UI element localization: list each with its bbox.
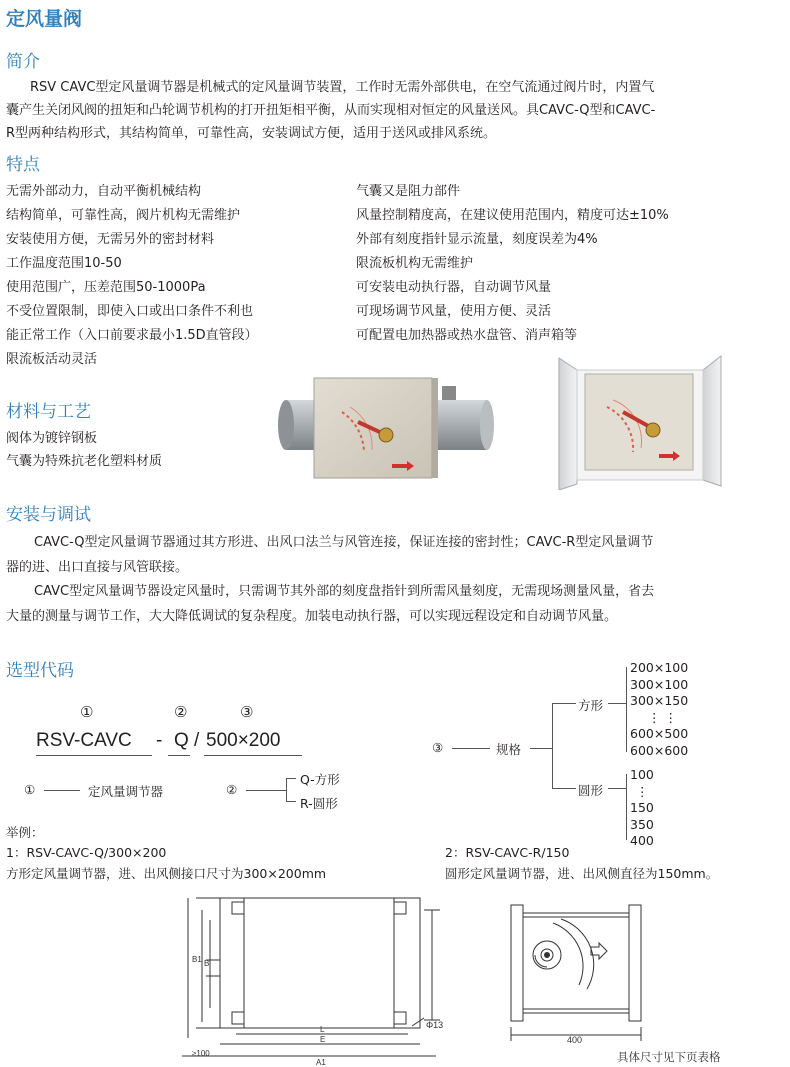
feature-item: 风量控制精度高，在建议使用范围内，精度可达±10%	[356, 208, 669, 223]
install-line: CAVC型定风量调节器设定风量时，只需调节其外部的刻度盘指针到所需风量刻度，无需现场测量风量，省去	[34, 584, 655, 599]
feature-item: 能正常工作（入口前要求最小1.5D直管段）	[6, 328, 258, 343]
legend-1-marker: ①	[24, 782, 36, 797]
spec-branch	[552, 703, 576, 704]
feature-item: 外部有刻度指针显示流量，刻度误差为4%	[356, 232, 598, 247]
code-underline-3	[204, 755, 302, 756]
spec-branch	[626, 774, 627, 840]
page-title: 定风量阀	[6, 8, 83, 30]
feature-item: 不受位置限制，即使入口或出口条件不利也	[6, 304, 254, 319]
install-line: CAVC-Q型定风量调节器通过其方形进、出风口法兰与风管连接，保证连接的密封性；CAVC-R型定风量调节	[34, 535, 654, 550]
product-photo-cavc-q	[555, 352, 725, 490]
feature-item: 无需外部动力，自动平衡机械结构	[6, 184, 202, 199]
install-text	[6, 531, 654, 629]
dim-label-400: 400	[567, 1035, 583, 1043]
intro-line: 囊产生关闭风阀的扭矩和凸轮调节机构的打开扭矩相平衡，从而实现相对恒定的风量送风。具CAVC-Q型和CAVC-	[6, 103, 656, 118]
example-1-desc: 方形定风量调节器，进、出风侧接口尺寸为300×200mm	[6, 866, 327, 881]
code-part-dash: -	[156, 730, 163, 751]
spec-label: 规格	[496, 742, 522, 757]
marker-3: ③	[240, 703, 254, 721]
drawing-square-type	[176, 890, 476, 1066]
spec-line	[452, 748, 490, 749]
spec-size: ⋮	[636, 783, 649, 799]
code-part-series: RSV-CAVC	[36, 730, 132, 751]
code-part-size: 500×200	[206, 730, 281, 751]
dim-label-A1: A1	[316, 1058, 326, 1066]
legend-1-line	[44, 790, 80, 791]
code-underline-1	[36, 755, 152, 756]
legend-2-option: R-圆形	[300, 796, 338, 811]
feature-item: 可现场调节风量，使用方便、灵活	[356, 304, 552, 319]
drawing-note: 具体尺寸见下页表格	[617, 1050, 721, 1064]
spec-size: 300×100	[630, 676, 689, 692]
code-part-slash: /	[194, 730, 200, 751]
example-1-code: 1：RSV-CAVC-Q/300×200	[6, 845, 167, 860]
spec-size: 150	[630, 800, 654, 815]
example-2-code: 2：RSV-CAVC-R/150	[445, 845, 570, 860]
code-part-shape: Q	[174, 730, 189, 751]
spec-marker: ③	[432, 740, 444, 755]
example-2-desc: 圆形定风量调节器，进、出风侧直径为150mm。	[445, 866, 719, 881]
feature-item: 结构简单，可靠性高，阀片机构无需维护	[6, 208, 241, 223]
feature-item: 可安装电动执行器，自动调节风量	[356, 280, 552, 295]
spec-line	[530, 748, 552, 749]
dim-label-B: B	[204, 959, 210, 968]
drawing-round-type	[495, 893, 645, 1043]
features-left-list	[6, 180, 258, 372]
marker-2: ②	[174, 703, 188, 721]
spec-size: 300×150	[630, 693, 689, 708]
feature-item: 使用范围广，压差范围50-1000Pa	[6, 280, 206, 295]
marker-1: ①	[80, 703, 94, 721]
intro-text	[6, 76, 655, 145]
spec-branch	[608, 703, 626, 704]
legend-2-option: Q-方形	[300, 772, 340, 787]
spec-size: 200×100	[630, 660, 689, 675]
selection-heading: 选型代码	[6, 661, 74, 681]
dim-label-E: E	[320, 1035, 326, 1044]
dim-label-L: L	[320, 1025, 325, 1034]
spec-size: 600×500	[630, 726, 689, 741]
install-heading: 安装与调试	[6, 505, 91, 525]
spec-round-label: 圆形	[578, 783, 604, 798]
spec-size: 100	[630, 767, 654, 782]
install-line: 器的进、出口直接与风管联接。	[6, 559, 189, 575]
material-line: 阀体为镀锌钢板	[6, 431, 98, 446]
spec-size: 350	[630, 816, 654, 832]
features-heading: 特点	[6, 155, 40, 175]
legend-2-tick	[286, 778, 296, 779]
intro-line: RSV CAVC型定风量调节器是机械式的定风量调节装置，工作时无需外部供电，在空气流通过阀片时，内置气	[30, 80, 655, 95]
feature-item: 气囊又是阻力部件	[356, 184, 461, 199]
examples-title: 举例：	[6, 825, 44, 840]
intro-heading: 简介	[6, 52, 40, 72]
legend-2-line	[246, 790, 286, 791]
materials-text	[6, 427, 162, 473]
dim-label-d13: Φ13	[426, 1020, 444, 1030]
spec-size: 600×600	[630, 742, 689, 758]
spec-square-label: 方形	[578, 698, 604, 713]
legend-2-tick	[286, 801, 296, 802]
material-line: 气囊为特殊抗老化塑料材质	[6, 454, 163, 469]
spec-branch	[608, 788, 626, 789]
feature-item: 限流板机构无需维护	[356, 256, 474, 271]
spec-round-sizes	[630, 767, 654, 850]
features-right-list	[356, 180, 669, 348]
legend-2-bracket	[286, 778, 287, 802]
dim-label-d100: ≥100	[192, 1049, 210, 1058]
legend-1-text: 定风量调节器	[88, 784, 164, 799]
legend-2-marker: ②	[226, 782, 238, 797]
install-line: 大量的测量与调节工作，大大降低调试的复杂程度。加装电动执行器，可以实现远程设定和自动调节风量。	[6, 608, 618, 624]
intro-line: R型两种结构形式，其结构简单，可靠性高，安装调试方便，适用于送风或排风系统。	[6, 126, 497, 141]
feature-item: 可配置电加热器或热水盘管、消声箱等	[356, 328, 578, 343]
feature-item: 限流板活动灵活	[6, 352, 98, 367]
code-underline-2	[168, 755, 190, 756]
product-photo-cavc-r	[272, 372, 497, 482]
feature-item: 工作温度范围10-50	[6, 256, 122, 271]
spec-size: 400	[630, 833, 654, 848]
materials-heading: 材料与工艺	[6, 402, 91, 422]
spec-size: ⋮ ⋮	[648, 709, 677, 725]
spec-branch	[552, 703, 553, 789]
spec-branch	[626, 667, 627, 752]
feature-item: 安装使用方便，无需另外的密封材料	[6, 232, 215, 247]
spec-branch	[552, 788, 576, 789]
dim-label-B1: B1	[192, 955, 202, 964]
spec-square-sizes	[630, 660, 688, 759]
